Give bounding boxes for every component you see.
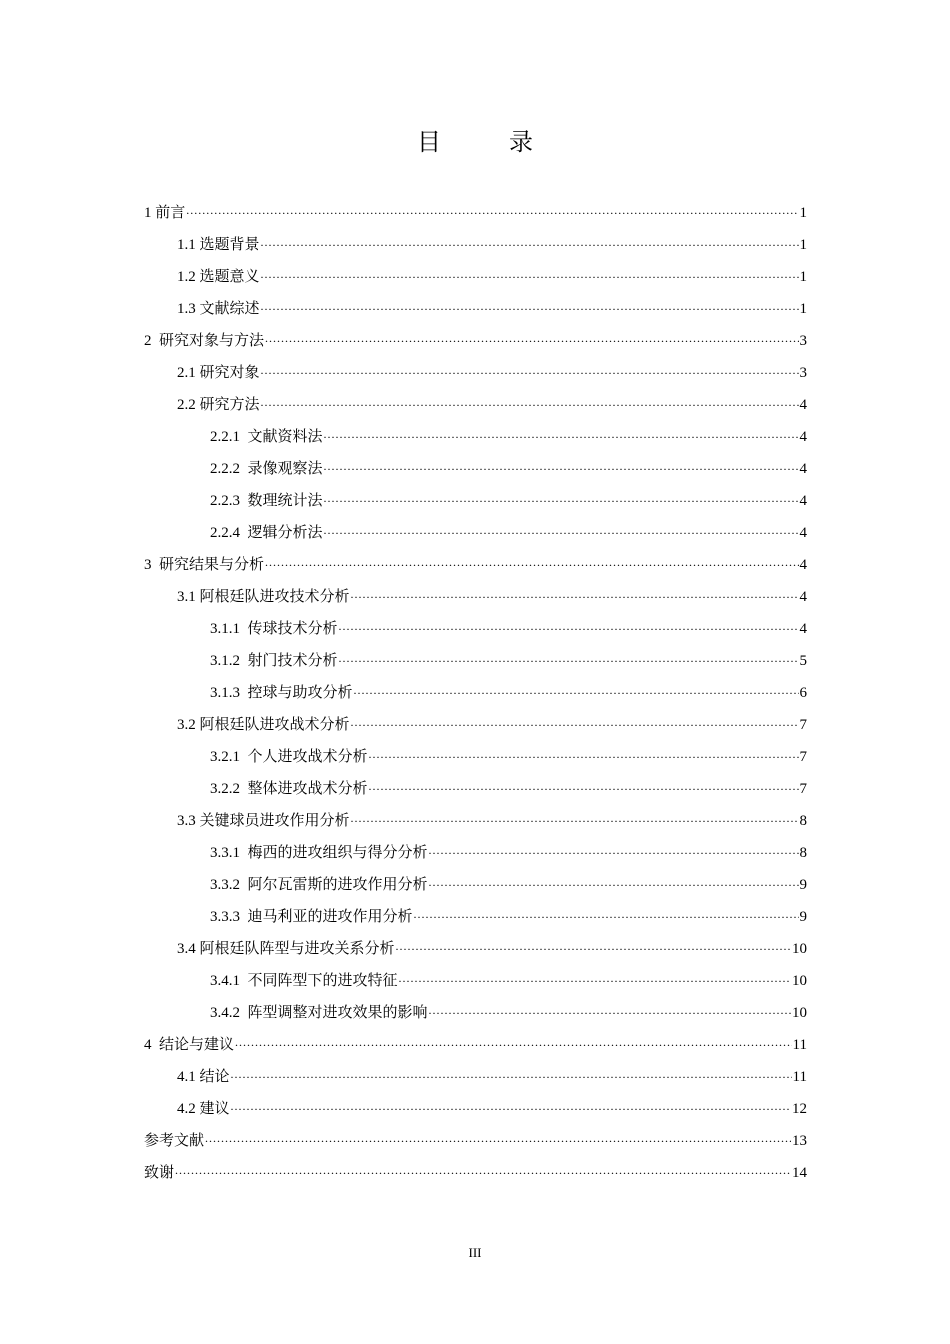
dot-leader bbox=[261, 295, 799, 317]
toc-entry-page: 3 bbox=[799, 333, 807, 349]
toc-entry-label: 4 结论与建议 bbox=[144, 1037, 235, 1053]
toc-entry[interactable] bbox=[144, 416, 807, 448]
toc-entry-label: 2.2 研究方法 bbox=[177, 397, 260, 413]
toc-entry[interactable] bbox=[144, 288, 807, 320]
toc-entry-page: 1 bbox=[799, 237, 807, 253]
toc-entry[interactable] bbox=[144, 224, 807, 256]
dot-leader bbox=[261, 231, 799, 253]
toc-entry[interactable] bbox=[144, 1152, 807, 1184]
toc-entry-page: 3 bbox=[799, 365, 807, 381]
toc-entry-label: 4.2 建议 bbox=[177, 1101, 230, 1117]
toc-entry[interactable] bbox=[144, 320, 807, 352]
dot-leader bbox=[261, 391, 799, 413]
table-of-contents bbox=[144, 192, 807, 1184]
toc-entry-label: 3.3 关键球员进攻作用分析 bbox=[177, 813, 350, 829]
toc-entry[interactable] bbox=[144, 1088, 807, 1120]
toc-entry-label: 3.1.1 传球技术分析 bbox=[210, 621, 338, 637]
toc-entry-label: 3.4.1 不同阵型下的进攻特征 bbox=[210, 973, 398, 989]
toc-entry-page: 4 bbox=[799, 589, 807, 605]
toc-entry-label: 参考文献 bbox=[144, 1133, 205, 1149]
toc-entry-label: 致谢 bbox=[144, 1165, 175, 1181]
toc-entry-label: 3.2 阿根廷队进攻战术分析 bbox=[177, 717, 350, 733]
toc-entry-page: 9 bbox=[799, 877, 807, 893]
toc-entry-page: 9 bbox=[799, 909, 807, 925]
dot-leader bbox=[186, 199, 798, 221]
toc-entry[interactable] bbox=[144, 992, 807, 1024]
toc-entry[interactable] bbox=[144, 960, 807, 992]
dot-leader bbox=[369, 775, 799, 797]
dot-leader bbox=[429, 999, 791, 1021]
toc-entry[interactable] bbox=[144, 768, 807, 800]
toc-entry-label: 4.1 结论 bbox=[177, 1069, 230, 1085]
toc-entry[interactable] bbox=[144, 1120, 807, 1152]
dot-leader bbox=[324, 519, 799, 541]
toc-entry[interactable] bbox=[144, 608, 807, 640]
dot-leader bbox=[261, 263, 799, 285]
toc-entry-label: 3.3.2 阿尔瓦雷斯的进攻作用分析 bbox=[210, 877, 428, 893]
dot-leader bbox=[265, 327, 798, 349]
toc-entry[interactable] bbox=[144, 896, 807, 928]
dot-leader bbox=[324, 487, 799, 509]
toc-entry[interactable] bbox=[144, 736, 807, 768]
toc-entry[interactable] bbox=[144, 480, 807, 512]
toc-entry[interactable] bbox=[144, 256, 807, 288]
toc-entry-label: 2.1 研究对象 bbox=[177, 365, 260, 381]
dot-leader bbox=[324, 455, 799, 477]
toc-entry-page: 4 bbox=[799, 557, 807, 573]
toc-entry-page: 10 bbox=[792, 973, 807, 989]
dot-leader bbox=[399, 967, 791, 989]
toc-entry-page: 4 bbox=[799, 621, 807, 637]
dot-leader bbox=[351, 807, 799, 829]
toc-entry-label: 3.1.2 射门技术分析 bbox=[210, 653, 338, 669]
toc-entry-label: 3 研究结果与分析 bbox=[144, 557, 265, 573]
toc-entry-label: 3.3.3 迪马利亚的进攻作用分析 bbox=[210, 909, 413, 925]
toc-entry[interactable] bbox=[144, 1056, 807, 1088]
toc-entry-page: 13 bbox=[792, 1133, 807, 1149]
toc-entry-page: 4 bbox=[799, 397, 807, 413]
toc-entry[interactable] bbox=[144, 1024, 807, 1056]
toc-entry-label: 3.4 阿根廷队阵型与进攻关系分析 bbox=[177, 941, 395, 957]
toc-entry[interactable] bbox=[144, 640, 807, 672]
toc-entry-page: 1 bbox=[799, 205, 807, 221]
toc-entry[interactable] bbox=[144, 544, 807, 576]
toc-entry[interactable] bbox=[144, 448, 807, 480]
toc-entry[interactable] bbox=[144, 352, 807, 384]
toc-entry-label: 3.1.3 控球与助攻分析 bbox=[210, 685, 353, 701]
toc-entry-page: 12 bbox=[792, 1101, 807, 1117]
toc-entry-label: 3.2.2 整体进攻战术分析 bbox=[210, 781, 368, 797]
page-title: 目 录 bbox=[417, 128, 555, 156]
toc-entry-page: 7 bbox=[799, 749, 807, 765]
toc-entry-page: 8 bbox=[799, 813, 807, 829]
dot-leader bbox=[429, 839, 799, 861]
dot-leader bbox=[265, 551, 798, 573]
toc-entry-page: 10 bbox=[792, 941, 807, 957]
dot-leader bbox=[339, 615, 799, 637]
toc-entry-label: 3.1 阿根廷队进攻技术分析 bbox=[177, 589, 350, 605]
toc-entry-label: 2.2.3 数理统计法 bbox=[210, 493, 323, 509]
dot-leader bbox=[261, 359, 799, 381]
toc-entry-page: 4 bbox=[799, 525, 807, 541]
toc-entry[interactable] bbox=[144, 512, 807, 544]
toc-entry[interactable] bbox=[144, 672, 807, 704]
dot-leader bbox=[324, 423, 799, 445]
toc-entry-label: 1.3 文献综述 bbox=[177, 301, 260, 317]
toc-entry-label: 2.2.4 逻辑分析法 bbox=[210, 525, 323, 541]
toc-entry-page: 14 bbox=[792, 1165, 807, 1181]
toc-entry-page: 8 bbox=[799, 845, 807, 861]
dot-leader bbox=[354, 679, 799, 701]
dot-leader bbox=[414, 903, 799, 925]
dot-leader bbox=[339, 647, 799, 669]
toc-entry-page: 11 bbox=[792, 1069, 807, 1085]
dot-leader bbox=[231, 1063, 792, 1085]
toc-entry[interactable] bbox=[144, 192, 807, 224]
toc-entry-label: 2 研究对象与方法 bbox=[144, 333, 265, 349]
page-number: III bbox=[468, 1245, 482, 1260]
dot-leader bbox=[351, 583, 799, 605]
toc-entry-label: 2.2.2 录像观察法 bbox=[210, 461, 323, 477]
toc-entry-page: 7 bbox=[799, 717, 807, 733]
dot-leader bbox=[351, 711, 799, 733]
toc-entry-label: 1.1 选题背景 bbox=[177, 237, 260, 253]
toc-entry[interactable] bbox=[144, 576, 807, 608]
toc-entry[interactable] bbox=[144, 384, 807, 416]
dot-leader bbox=[231, 1095, 791, 1117]
dot-leader bbox=[235, 1031, 792, 1053]
toc-entry-page: 5 bbox=[799, 653, 807, 669]
toc-entry[interactable] bbox=[144, 704, 807, 736]
dot-leader bbox=[369, 743, 799, 765]
dot-leader bbox=[396, 935, 791, 957]
dot-leader bbox=[175, 1159, 791, 1181]
toc-entry-label: 2.2.1 文献资料法 bbox=[210, 429, 323, 445]
toc-entry[interactable] bbox=[144, 832, 807, 864]
toc-entry-page: 10 bbox=[792, 1005, 807, 1021]
toc-entry-page: 6 bbox=[799, 685, 807, 701]
dot-leader bbox=[429, 871, 799, 893]
dot-leader bbox=[205, 1127, 791, 1149]
toc-entry-label: 1 前言 bbox=[144, 205, 186, 221]
toc-entry-label: 3.2.1 个人进攻战术分析 bbox=[210, 749, 368, 765]
toc-entry-page: 1 bbox=[799, 301, 807, 317]
toc-entry[interactable] bbox=[144, 800, 807, 832]
toc-entry-label: 1.2 选题意义 bbox=[177, 269, 260, 285]
toc-entry[interactable] bbox=[144, 928, 807, 960]
toc-entry-page: 1 bbox=[799, 269, 807, 285]
toc-entry-page: 7 bbox=[799, 781, 807, 797]
toc-entry-label: 3.3.1 梅西的进攻组织与得分分析 bbox=[210, 845, 428, 861]
toc-entry-page: 4 bbox=[799, 461, 807, 477]
toc-entry-label: 3.4.2 阵型调整对进攻效果的影响 bbox=[210, 1005, 428, 1021]
toc-entry-page: 4 bbox=[799, 493, 807, 509]
toc-entry-page: 11 bbox=[792, 1037, 807, 1053]
toc-entry-page: 4 bbox=[799, 429, 807, 445]
toc-entry[interactable] bbox=[144, 864, 807, 896]
